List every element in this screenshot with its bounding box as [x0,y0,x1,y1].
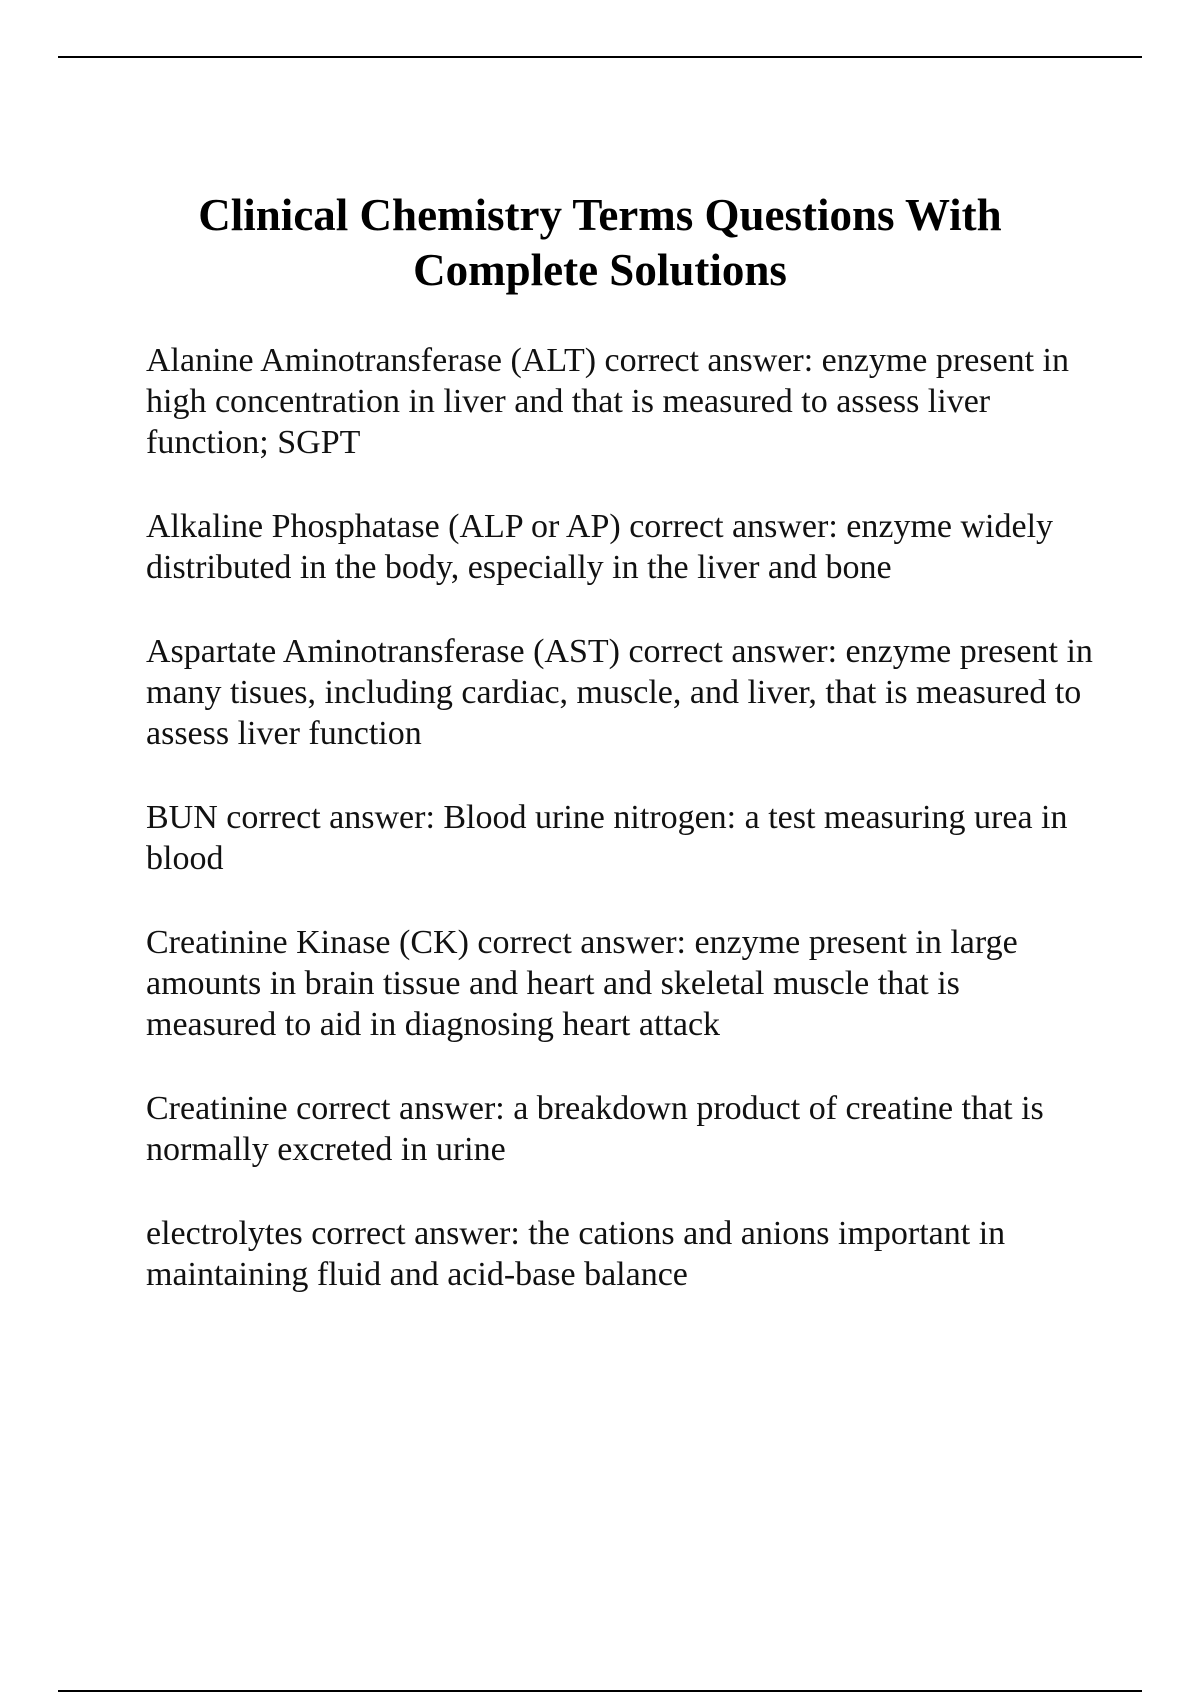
term-list [146,340,1096,1338]
term-entry-bun: BUN correct answer: Blood urine nitrogen: a test measuring urea in blood [146,799,1068,877]
term-entry-alt: Alanine Aminotransferase (ALT) correct answer: enzyme present in high concentration in liver and that is measured to assess liver function; SGPT [146,342,1069,461]
bottom-rule [58,1690,1142,1692]
term-entry-electrolytes: electrolytes correct answer: the cations and anions important in maintaining fluid and acid-base balance [146,1215,1006,1293]
term-entry-alp: Alkaline Phosphatase (ALP or AP) correct answer: enzyme widely distributed in the body, especially in the liver and bone [146,508,1054,586]
term-entry-ck: Creatinine Kinase (CK) correct answer: enzyme present in large amounts in brain tissue and heart and skeletal muscle that is measured to aid in diagnosing heart attack [146,924,1018,1043]
title-line-1: Clinical Chemistry Terms Questions With [198,190,1002,240]
term-entry-creatinine: Creatinine correct answer: a breakdown product of creatine that is normally excreted in urine [146,1090,1044,1168]
top-rule [58,56,1142,58]
document-title [100,188,1100,298]
term-entry-ast: Aspartate Aminotransferase (AST) correct answer: enzyme present in many tisues, including cardiac, muscle, and liver, that is measured to assess liver function [146,633,1093,752]
title-line-2: Complete Solutions [413,245,787,295]
